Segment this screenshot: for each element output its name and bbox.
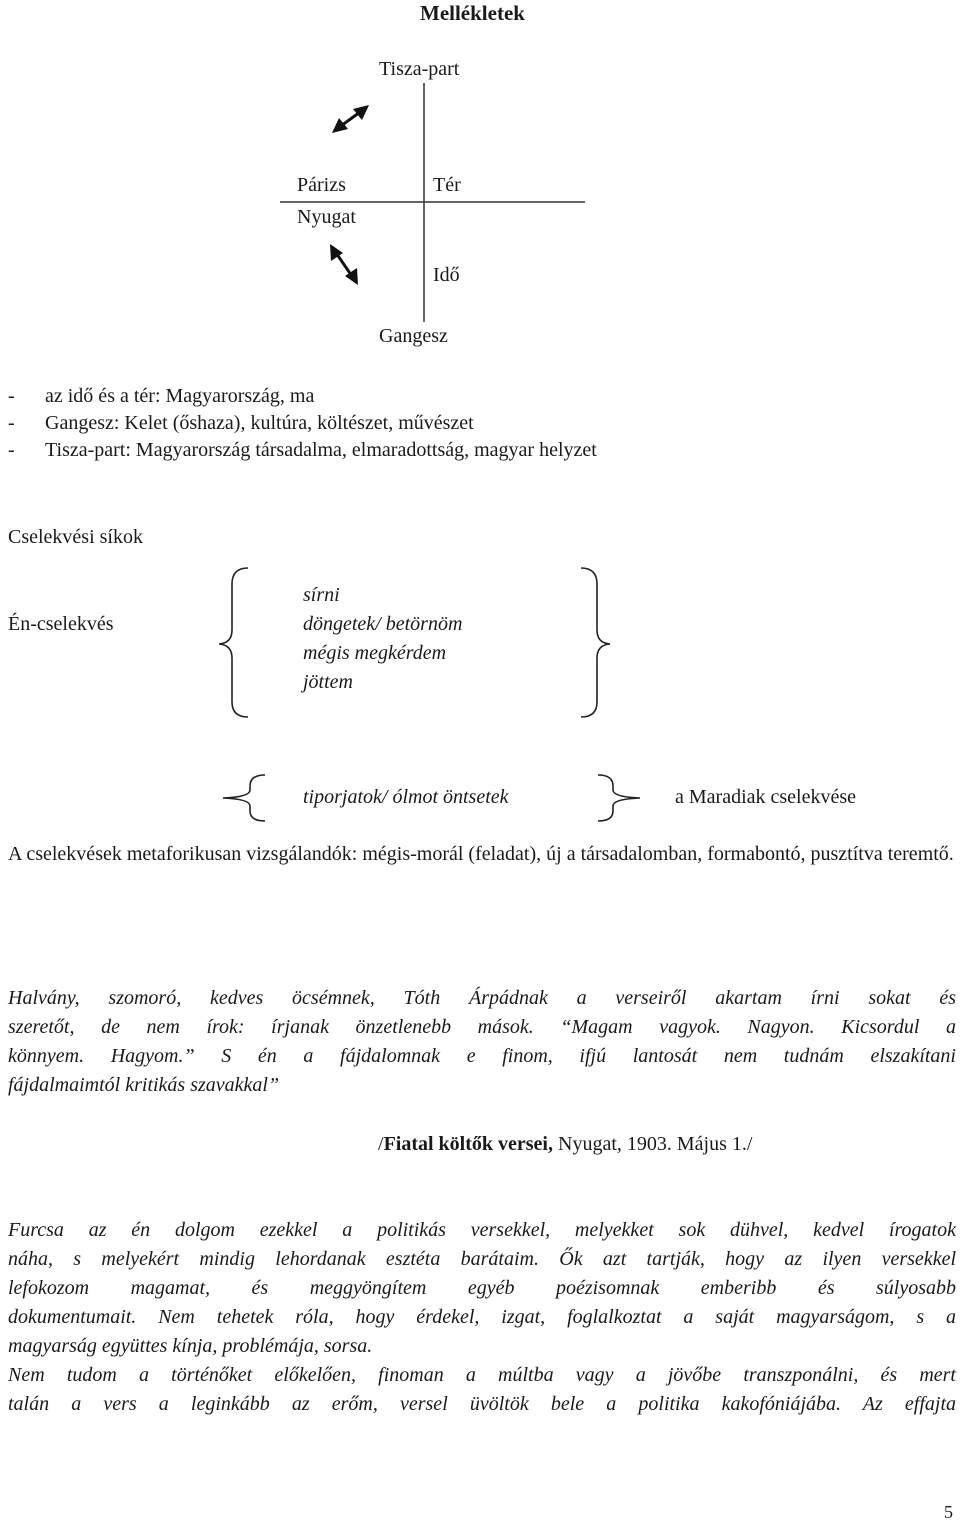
list-item: - Tisza-part: Magyarország társadalma, elmaradottság, magyar helyzet	[8, 439, 597, 461]
double-arrow-upper-icon	[332, 105, 369, 133]
double-arrow-lower-icon	[330, 244, 358, 285]
left-brace-large	[219, 568, 248, 717]
self-action-item: döngetek/ betörnöm	[303, 613, 463, 635]
quote-paragraph: Halvány, szomoró, kedves öcsémnek, Tóth Árpádnak a verseiről akartam írni sokat és szeretőt, de nem írok: írjanak önzetlenebb mások. “Magam vagyok. Nagyon. Kicsordul a könnyem. Hagyom.” S én a fájdalomnak e finom, ifjú lantosát nem tudnám elszakítani fájdalmaimtól kritikás szavakkal”	[8, 987, 956, 1096]
self-action-item: jöttem	[303, 671, 353, 693]
diagram-label-left-2: Nyugat	[297, 206, 356, 228]
right-brace-large	[581, 568, 610, 717]
others-action-label: a Maradiak cselekvése	[675, 786, 857, 808]
diagram-label-left-1: Párizs	[297, 174, 346, 196]
self-action-item: sírni	[303, 584, 340, 606]
left-brace-small	[223, 775, 265, 821]
page-number: 5	[944, 1502, 953, 1522]
analysis-paragraph: A cselekvések metaforikusan vizsgálandók: mégis-morál (feladat), új a társadalomban, formabontó, pusztítva teremtő.	[8, 843, 954, 865]
diagram-label-space: Tér	[433, 174, 461, 196]
diagram-label-bottom: Gangesz	[379, 325, 448, 347]
planes-heading: Cselekvési síkok	[8, 526, 143, 548]
self-action-item: mégis megkérdem	[303, 642, 447, 664]
list-item: - az idő és a tér: Magyarország, ma	[8, 385, 315, 407]
quote-source: /Fiatal költők versei, Nyugat, 1903. Május 1./	[378, 1133, 753, 1155]
interpretation-list	[8, 383, 597, 464]
diagram-label-time: Idő	[433, 264, 460, 286]
right-brace-small	[598, 775, 640, 821]
poet-statement-paragraph: Furcsa az én dolgom ezekkel a politikás versekkel, melyekket sok dühvel, kedvel írogatok náha, s melyekért mindig lehordanak esztéta barátaim. Ők azt tartják, hogy az ilyen versekkel lefokozom magamat, és meggyöngítem egyéb poézisomnak emberibb és súlyosabb dokumentumait. Nem tehetek róla, hogy érdekel, izgat, foglalkoztat a saját magyarságom, s a magyarság együttes kínja, problémája, sorsa. Nem tudom a történőket előkelően, finoman a múltba vagy a jövőbe transzponálni, és mert talán a vers a leginkább az erőm, versel üvöltök bele a politika kakofóniájába. Az effajta	[8, 1219, 956, 1415]
page-title: Mellékletek	[420, 1, 525, 25]
self-action-label: Én-cselekvés	[8, 613, 114, 635]
others-action-item: tiporjatok/ ólmot öntsetek	[303, 786, 509, 808]
list-item: - Gangesz: Kelet (őshaza), kultúra, költészet, művészet	[8, 412, 474, 434]
diagram-label-top: Tisza-part	[379, 58, 460, 80]
